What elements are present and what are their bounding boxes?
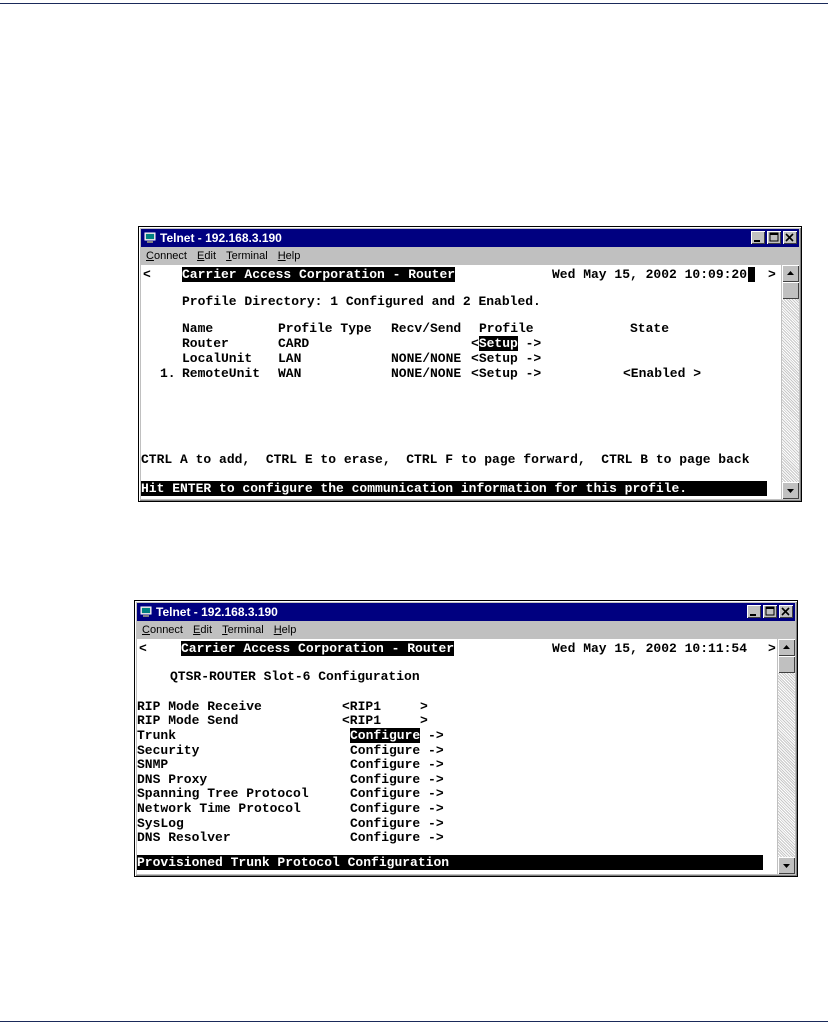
bracket: < xyxy=(471,351,479,366)
maximize-icon xyxy=(767,231,781,244)
title-bar[interactable] xyxy=(137,603,795,621)
scroll-down-button[interactable] xyxy=(782,482,799,499)
row-recv-send: NONE/NONE xyxy=(391,366,462,381)
scroll-thumb[interactable] xyxy=(778,656,795,673)
close-button[interactable] xyxy=(779,605,793,618)
configure-label[interactable]: Configure xyxy=(350,786,421,802)
menu-connect[interactable]: Connect xyxy=(146,250,187,262)
header-title: Carrier Access Corporation - Router xyxy=(181,641,455,656)
bottom-page-rule xyxy=(0,1021,828,1022)
vertical-scrollbar[interactable] xyxy=(778,639,795,874)
header-title: Carrier Access Corporation - Router xyxy=(182,267,456,282)
configure-arrow: -> xyxy=(420,742,444,758)
col-header-profile: Profile xyxy=(479,321,534,336)
configure-label[interactable]: Configure xyxy=(350,815,421,831)
menu-bar xyxy=(137,622,795,638)
configure-button[interactable] xyxy=(350,757,444,772)
menu-terminal[interactable]: Terminal xyxy=(222,624,264,636)
config-item-label: SysLog xyxy=(137,815,184,831)
menu-edit[interactable]: Edit xyxy=(197,250,217,262)
telnet-window-router-configuration xyxy=(134,600,798,877)
configure-label[interactable]: Configure xyxy=(350,742,421,758)
col-header-state: State xyxy=(630,321,670,336)
menu-bar xyxy=(141,248,799,264)
row-state[interactable]: <Enabled > xyxy=(623,366,702,381)
scroll-right-marker: > xyxy=(768,641,776,656)
config-item-label: DNS Proxy xyxy=(137,771,208,787)
scroll-up-button[interactable] xyxy=(778,639,795,656)
minimize-button[interactable] xyxy=(747,605,761,618)
configure-button[interactable] xyxy=(350,772,444,787)
row-type: WAN xyxy=(278,366,302,381)
terminal-screen[interactable] xyxy=(141,265,781,499)
scroll-thumb[interactable] xyxy=(782,282,799,299)
row-type: CARD xyxy=(278,336,310,351)
arrow-up-icon xyxy=(778,639,795,656)
row-profile-setup[interactable] xyxy=(471,366,541,381)
configure-arrow: -> xyxy=(420,801,444,816)
menu-edit[interactable]: Edit xyxy=(193,624,213,636)
configure-button[interactable] xyxy=(350,801,444,816)
minimize-icon xyxy=(751,231,765,244)
scroll-down-button[interactable] xyxy=(778,857,795,874)
timestamp: Wed May 15, 2002 10:09:20 xyxy=(552,267,748,282)
title-bar[interactable] xyxy=(141,229,799,247)
row-recv-send: NONE/NONE xyxy=(391,351,462,366)
configure-button[interactable] xyxy=(350,786,444,801)
configure-button[interactable] xyxy=(350,830,444,845)
telnet-app-icon[interactable] xyxy=(144,232,156,244)
config-item-label: Spanning Tree Protocol xyxy=(137,786,309,802)
scroll-left-marker: < xyxy=(139,641,147,656)
configure-arrow: -> xyxy=(420,786,444,802)
close-icon xyxy=(779,605,793,618)
configure-label[interactable]: Configure xyxy=(350,801,421,816)
col-header-recv: Recv/Send xyxy=(391,321,462,336)
menu-terminal[interactable]: Terminal xyxy=(226,250,268,262)
row-profile-setup[interactable] xyxy=(471,336,541,351)
window-title: Telnet - 192.168.3.190 xyxy=(160,231,282,245)
minimize-icon xyxy=(747,605,761,618)
telnet-window-profile-directory xyxy=(138,226,802,502)
configure-arrow: -> xyxy=(420,771,444,787)
top-page-rule xyxy=(0,3,828,4)
menu-help[interactable]: Help xyxy=(273,624,297,636)
setting-label: RIP Mode Receive xyxy=(137,699,262,714)
configure-arrow: -> xyxy=(420,757,444,773)
help-line: CTRL A to add, CTRL E to erase, CTRL F to page forward, CTRL B to page back xyxy=(141,452,750,467)
row-profile-setup[interactable] xyxy=(471,351,541,366)
close-icon xyxy=(783,231,797,244)
config-item-label: Trunk xyxy=(137,728,177,743)
arrow-down-icon xyxy=(778,857,795,874)
timestamp: Wed May 15, 2002 10:11:54 xyxy=(552,641,748,656)
row-name: LocalUnit xyxy=(182,351,253,366)
col-header-name: Name xyxy=(182,321,214,336)
configure-arrow: -> xyxy=(420,830,444,846)
arrow-up-icon xyxy=(782,265,799,282)
minimize-button[interactable] xyxy=(751,231,765,244)
maximize-button[interactable] xyxy=(763,605,777,618)
status-line: Provisioned Trunk Protocol Configuration xyxy=(137,855,763,870)
arrow-down-icon xyxy=(782,482,799,499)
menu-connect[interactable]: Connect xyxy=(142,624,183,636)
rip-send-value[interactable]: <RIP1 > xyxy=(342,713,428,728)
config-title: QTSR-ROUTER Slot-6 Configuration xyxy=(170,669,420,684)
close-button[interactable] xyxy=(783,231,797,244)
rip-receive-value[interactable]: <RIP1 > xyxy=(342,699,428,714)
status-line: Hit ENTER to configure the communication information for this profile. xyxy=(141,481,767,496)
config-item-label: DNS Resolver xyxy=(137,830,231,846)
configure-button[interactable] xyxy=(350,816,444,831)
menu-help[interactable]: Help xyxy=(277,250,301,262)
selected-setup[interactable]: Setup xyxy=(478,336,518,351)
configure-label[interactable]: Configure xyxy=(350,830,421,846)
scroll-right-marker: > xyxy=(768,267,776,282)
maximize-button[interactable] xyxy=(767,231,781,244)
configure-button[interactable] xyxy=(350,728,444,743)
row-name: RemoteUnit xyxy=(182,366,261,381)
config-item-label: Network Time Protocol xyxy=(137,801,301,816)
configure-button[interactable] xyxy=(350,743,444,758)
scroll-up-button[interactable] xyxy=(782,265,799,282)
telnet-app-icon[interactable] xyxy=(140,606,152,618)
setting-label: RIP Mode Send xyxy=(137,713,239,728)
config-item-label: Security xyxy=(137,742,200,758)
col-header-type: Profile Type xyxy=(278,321,372,336)
setup-link[interactable]: Setup -> xyxy=(478,366,542,381)
setup-link[interactable]: Setup -> xyxy=(478,351,542,366)
vertical-scrollbar[interactable] xyxy=(782,265,799,499)
configure-arrow: -> xyxy=(420,815,444,831)
configure-label[interactable]: Configure xyxy=(350,728,421,743)
terminal-screen[interactable] xyxy=(137,639,777,874)
maximize-icon xyxy=(763,605,777,618)
row-number: 1. xyxy=(160,366,176,381)
arrow: -> xyxy=(517,336,542,351)
configure-label[interactable]: Configure xyxy=(350,771,421,787)
row-name: Router xyxy=(182,336,229,351)
window-title: Telnet - 192.168.3.190 xyxy=(156,605,278,619)
bracket: < xyxy=(471,336,479,351)
cursor-block xyxy=(748,267,755,282)
scroll-left-marker: < xyxy=(143,267,151,282)
row-type: LAN xyxy=(278,351,302,366)
configure-arrow: -> xyxy=(420,728,444,743)
configure-label[interactable]: Configure xyxy=(350,757,421,773)
bracket: < xyxy=(471,366,479,381)
config-item-label: SNMP xyxy=(137,757,169,773)
directory-summary: Profile Directory: 1 Configured and 2 Enabled. xyxy=(182,294,541,309)
